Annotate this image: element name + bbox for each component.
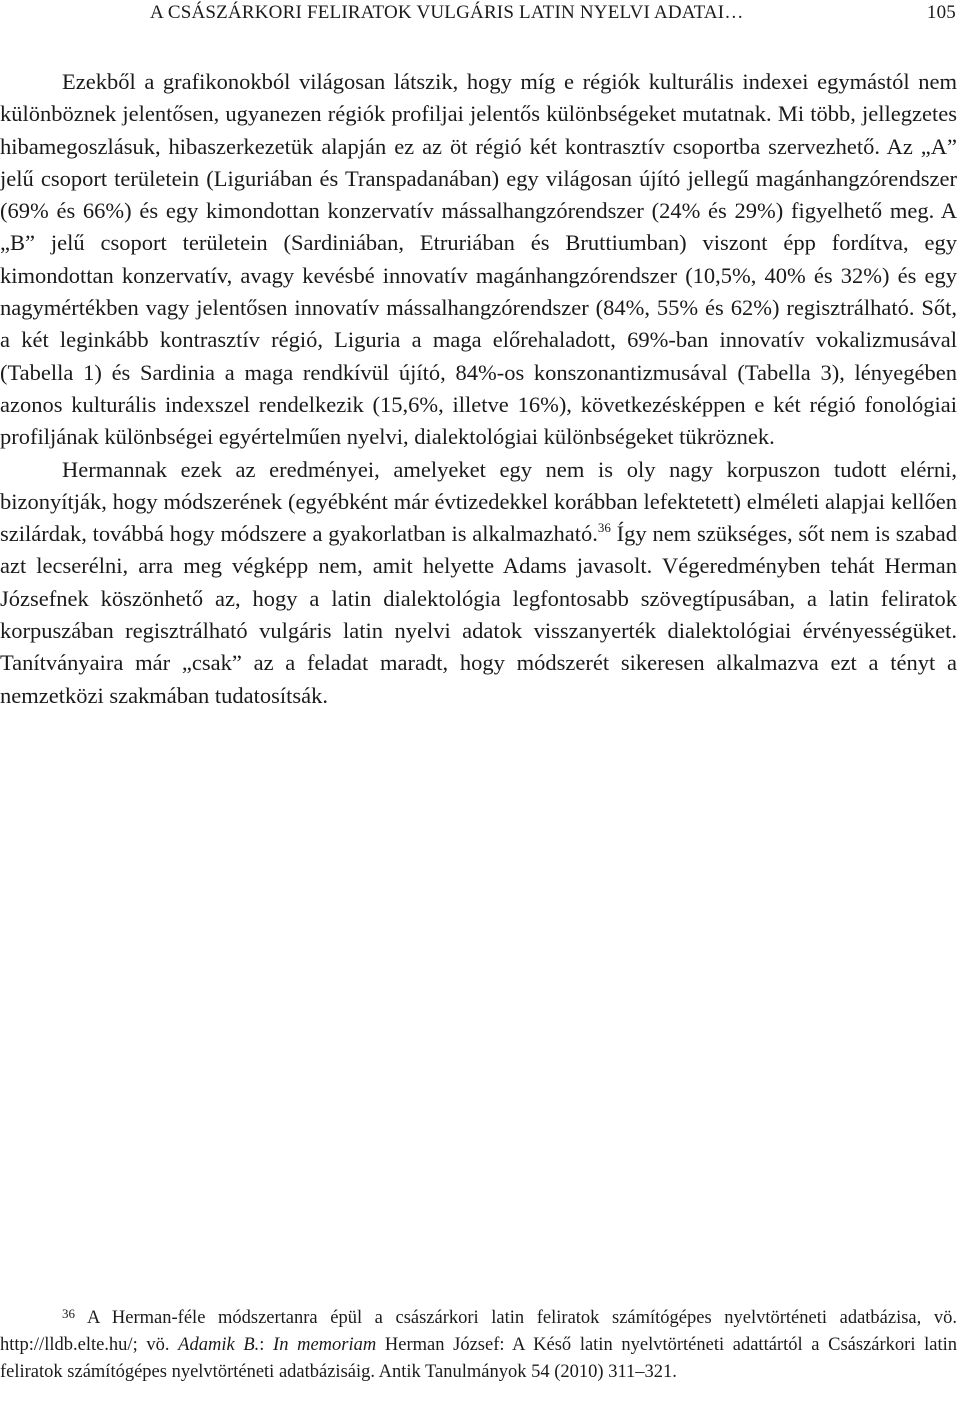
paragraph-1 — [0, 66, 957, 454]
footnote-36 — [0, 1300, 957, 1386]
running-header — [150, 2, 956, 26]
paragraph-1-text: Ezekből a grafikonokból világosan látszik, hogy míg e régiók kulturális indexei egymástól nem különböznek jelentősen, ugyanezen régiók profiljai jelentős különbségeket mutatnak. Mi több, jellegzetes hibamegoszlásuk, hibaszerkezetük alapján ez az öt régió két kontrasztív csoportba szervezhető. Az „A” jelű csoport területein (Liguriában és Transpadanában) egy világosan újító jellegű magánhangzórendszer (69% és 66%) és egy kimondottan konzervatív mássalhangzórendszer (24% és 29%) figyelhető meg. A „B” jelű csoport területein (Sardiniában, Etruriában és Bruttiumban) viszont épp fordítva, egy kimondottan konzervatív, avagy kevésbé innovatív magánhangzórendszer (10,5%, 40% és 32%) és egy nagymértékben vagy jelentősen innovatív mássalhangzórendszer (84%, 55% és 62%) regisztrálható. Sőt, a két leginkább kontrasztív régió, Liguria a maga előrehaladott, 69%-ban innovatív vokalizmusával (Tabella 1) és Sardinia a maga rendkívül újító, 84%-os konszonantizmusával (Tabella 3), lényegében azonos kulturális indexszel rendelkezik (15,6%, illetve 16%), következésképpen e két régió fonológiai profiljának különbségei egyértelműen nyelvi, dialektológiai különbségeket tükröznek. — [0, 69, 957, 450]
main-text — [0, 66, 957, 712]
footnote-text-b: Herman József: A Késő latin nyelvtörténeti adattártól a Császárkori latin feliratok számítógépes nyelvtörténeti adatbázisáig. Antik Tanulmányok 54 (2010) 311–321. — [0, 1335, 957, 1382]
footnote-colon: : — [259, 1335, 274, 1355]
paragraph-2-text-a: Hermannak ezek az eredményei, amelyeket egy nem is oly nagy korpuszon tudott elérni, bizonyítják, hogy módszerének (egyébként már évtizedekkel korábban lefektetett) elméleti alapjai kellően szilárdak, továbbá hogy módszere a gyakorlatban is alkalmazható. — [0, 456, 957, 547]
page-number: 105 — [926, 2, 956, 23]
footnote-title-italic: In memoriam — [273, 1335, 377, 1355]
running-title: A CSÁSZÁRKORI FELIRATOK VULGÁRIS LATIN NYELVI ADATAI… — [150, 2, 744, 23]
paragraph-2 — [0, 454, 957, 712]
footnote-number: 36 — [62, 1306, 75, 1321]
footnote-reference[interactable]: 36 — [597, 520, 611, 536]
footnote-text-a: A Herman-féle módszertanra épül a császárkori latin feliratok számítógépes nyelvtörténeti adatbázisa, vö. http://lldb.elte.hu/; vö. — [0, 1308, 957, 1355]
footnote-author: Adamik B. — [178, 1335, 260, 1355]
paragraph-2-text-b: Így nem szükséges, sőt nem is szabad azt lecserélni, arra meg végképp nem, amit helyette Adams javasolt. Végeredményben tehát Herman Józsefnek köszönhető az, hogy a latin dialektológia legfontosabb szövegtípusában, a latin feliratok korpuszában regisztrálható vulgáris latin nyelvi adatok visszanyerték dialektológiai érvényességüket. Tanítványaira már „csak” az a feladat maradt, hogy módszerét sikeresen alkalmazva ezt a tényt a nemzetközi szakmában tudatosítsák. — [0, 521, 957, 708]
